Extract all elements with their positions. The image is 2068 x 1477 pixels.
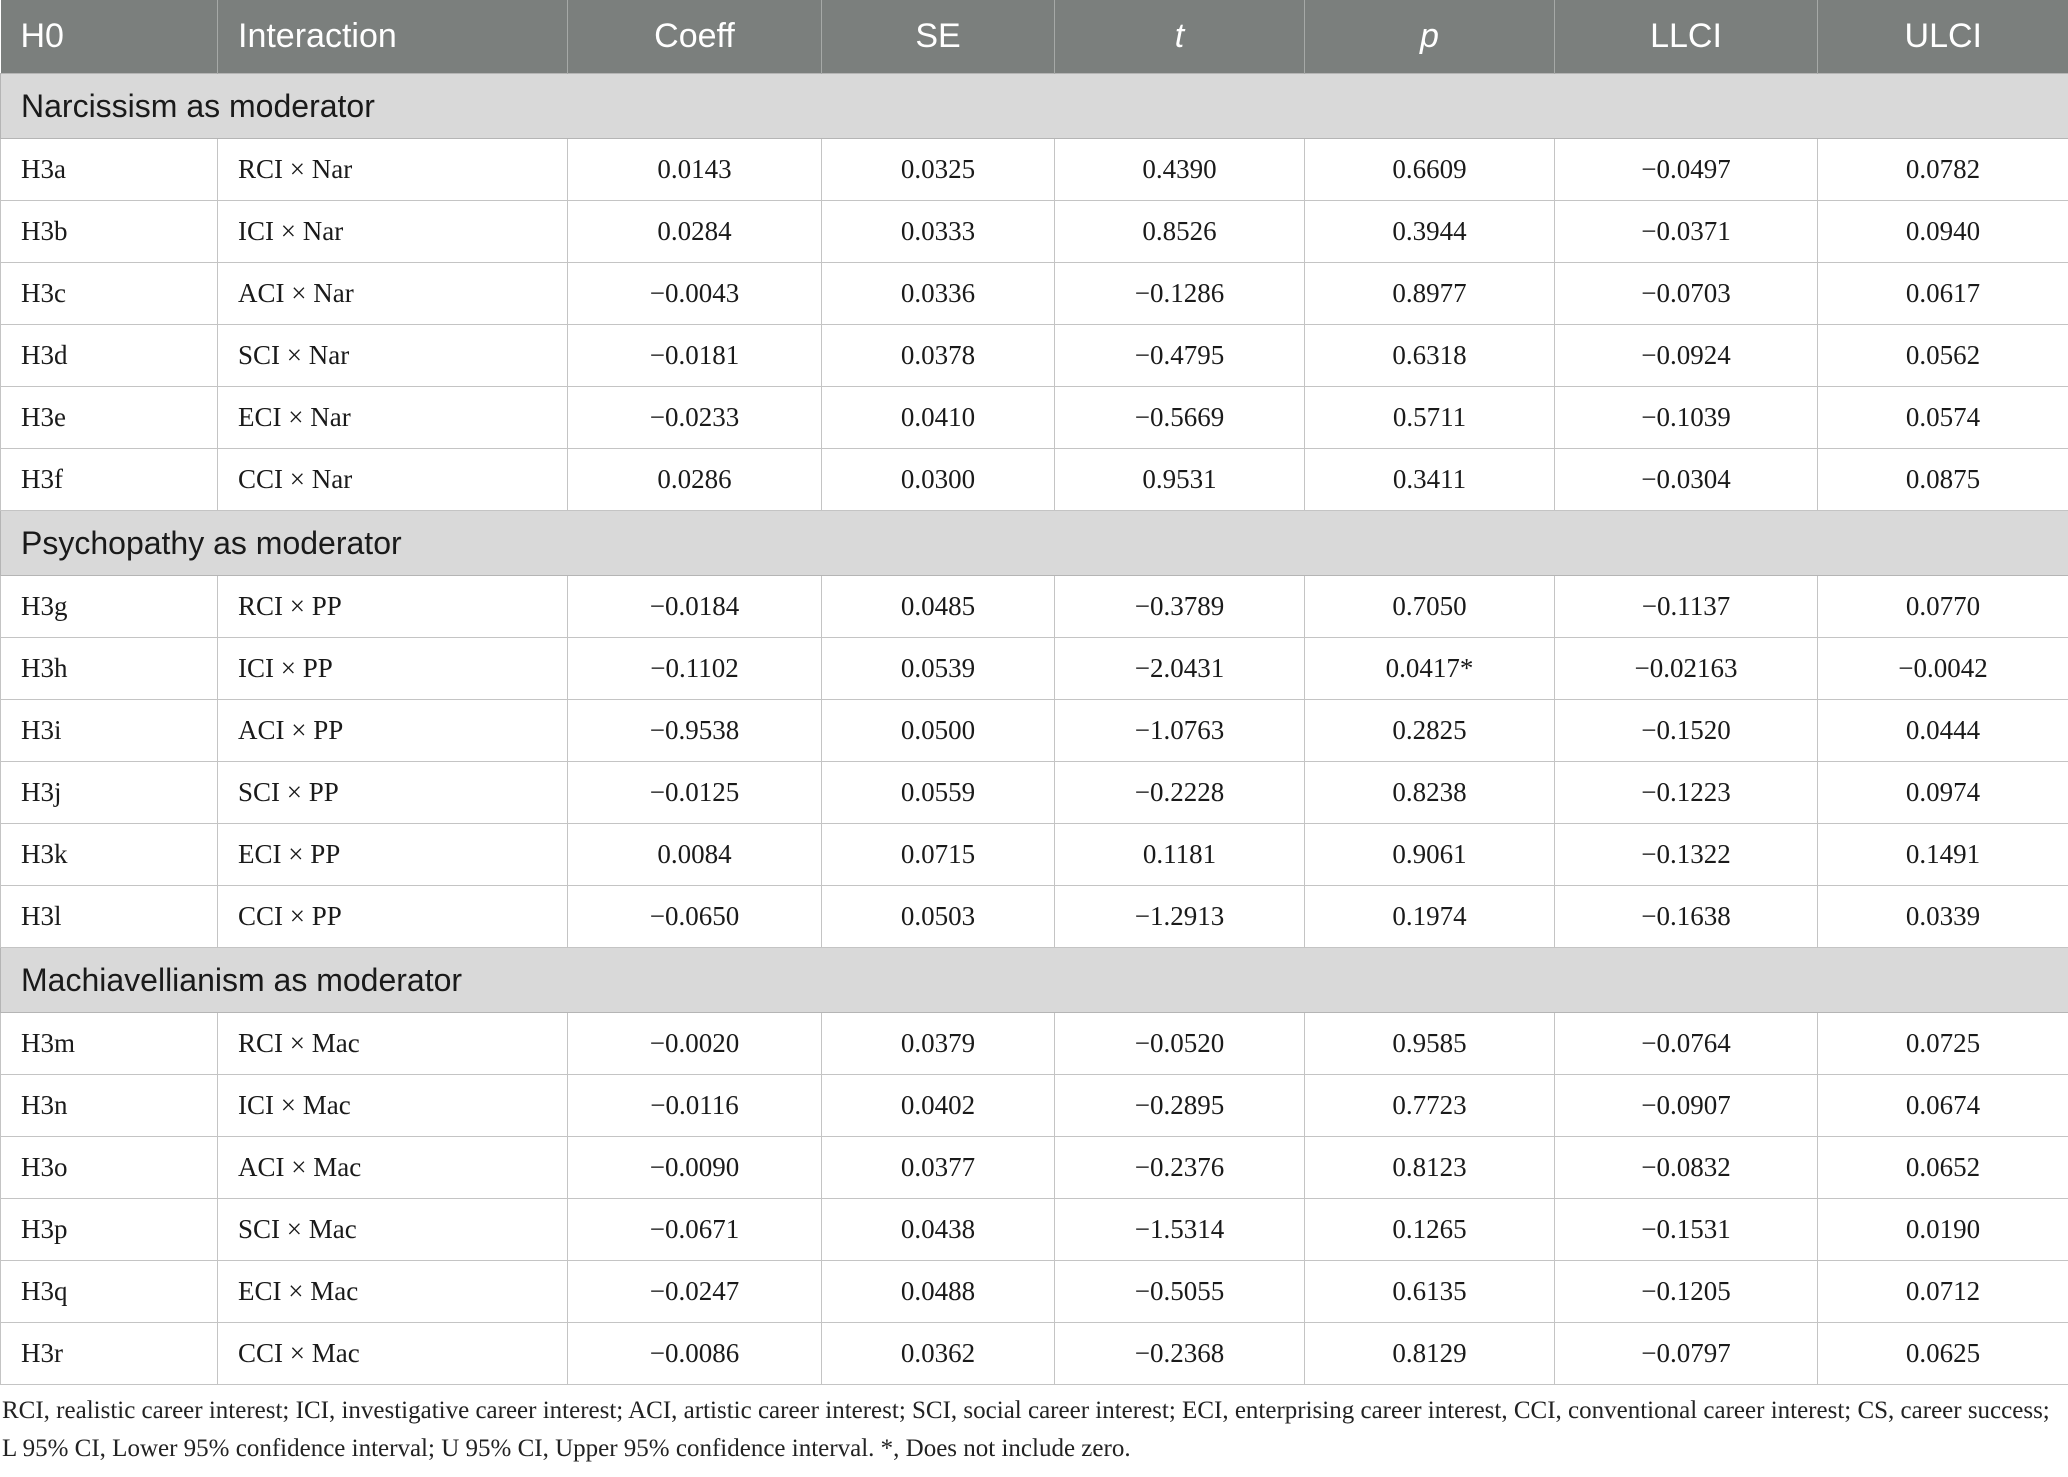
table-header [1,0,2068,74]
cell-ulci: 0.0652 [1818,1137,2068,1199]
cell-interaction: ICI × Nar [218,201,568,263]
table-row [1,449,2068,511]
cell-llci: −0.0304 [1555,449,1818,511]
cell-interaction: SCI × PP [218,762,568,824]
cell-t: −0.1286 [1055,263,1305,325]
cell-llci: −0.1322 [1555,824,1818,886]
table-row [1,1261,2068,1323]
cell-se: 0.0539 [822,638,1055,700]
cell-t: 0.1181 [1055,824,1305,886]
cell-se: 0.0438 [822,1199,1055,1261]
cell-se: 0.0715 [822,824,1055,886]
cell-interaction: CCI × Mac [218,1323,568,1385]
cell-ulci: 0.1491 [1818,824,2068,886]
cell-se: 0.0402 [822,1075,1055,1137]
table-row [1,201,2068,263]
cell-ulci: 0.0625 [1818,1323,2068,1385]
cell-interaction: ICI × PP [218,638,568,700]
table-row [1,886,2068,948]
table-row [1,824,2068,886]
table-row [1,1075,2068,1137]
cell-t: −1.2913 [1055,886,1305,948]
cell-se: 0.0336 [822,263,1055,325]
section-row [1,511,2068,576]
cell-h0: H3h [1,638,218,700]
cell-llci: −0.0371 [1555,201,1818,263]
cell-se: 0.0379 [822,1013,1055,1075]
cell-t: −0.0520 [1055,1013,1305,1075]
cell-llci: −0.0907 [1555,1075,1818,1137]
cell-h0: H3a [1,139,218,201]
header-interaction: Interaction [218,0,568,74]
cell-t: −0.4795 [1055,325,1305,387]
cell-p: 0.8129 [1305,1323,1555,1385]
cell-h0: H3n [1,1075,218,1137]
cell-t: 0.8526 [1055,201,1305,263]
cell-interaction: CCI × PP [218,886,568,948]
header-row [1,0,2068,74]
cell-llci: −0.1137 [1555,576,1818,638]
cell-se: 0.0333 [822,201,1055,263]
cell-t: −0.5669 [1055,387,1305,449]
cell-coeff: −0.0086 [568,1323,822,1385]
cell-t: −1.0763 [1055,700,1305,762]
cell-se: 0.0377 [822,1137,1055,1199]
cell-coeff: 0.0143 [568,139,822,201]
table-row [1,1199,2068,1261]
cell-interaction: CCI × Nar [218,449,568,511]
cell-llci: −0.1205 [1555,1261,1818,1323]
cell-h0: H3m [1,1013,218,1075]
cell-se: 0.0300 [822,449,1055,511]
cell-coeff: 0.0286 [568,449,822,511]
cell-t: −1.5314 [1055,1199,1305,1261]
cell-llci: −0.02163 [1555,638,1818,700]
cell-p: 0.5711 [1305,387,1555,449]
cell-se: 0.0488 [822,1261,1055,1323]
cell-se: 0.0485 [822,576,1055,638]
cell-p: 0.3944 [1305,201,1555,263]
cell-se: 0.0500 [822,700,1055,762]
cell-h0: H3k [1,824,218,886]
cell-h0: H3p [1,1199,218,1261]
cell-se: 0.0410 [822,387,1055,449]
cell-h0: H3j [1,762,218,824]
cell-se: 0.0325 [822,139,1055,201]
header-se: SE [822,0,1055,74]
cell-t: −0.2895 [1055,1075,1305,1137]
table-row [1,576,2068,638]
cell-llci: −0.0832 [1555,1137,1818,1199]
cell-p: 0.8238 [1305,762,1555,824]
cell-ulci: 0.0339 [1818,886,2068,948]
cell-interaction: SCI × Mac [218,1199,568,1261]
cell-ulci: 0.0940 [1818,201,2068,263]
cell-coeff: −0.0043 [568,263,822,325]
cell-llci: −0.0797 [1555,1323,1818,1385]
cell-p: 0.9061 [1305,824,1555,886]
cell-p: 0.6609 [1305,139,1555,201]
cell-ulci: 0.0674 [1818,1075,2068,1137]
cell-se: 0.0378 [822,325,1055,387]
cell-p: 0.0417* [1305,638,1555,700]
header-p: p [1305,0,1555,74]
cell-llci: −0.1223 [1555,762,1818,824]
cell-interaction: SCI × Nar [218,325,568,387]
cell-t: −0.2376 [1055,1137,1305,1199]
header-t: t [1055,0,1305,74]
cell-llci: −0.0924 [1555,325,1818,387]
table-row [1,1137,2068,1199]
cell-t: 0.9531 [1055,449,1305,511]
cell-p: 0.2825 [1305,700,1555,762]
cell-coeff: 0.0084 [568,824,822,886]
cell-llci: −0.1039 [1555,387,1818,449]
cell-coeff: −0.0184 [568,576,822,638]
cell-t: −0.2368 [1055,1323,1305,1385]
cell-coeff: −0.0233 [568,387,822,449]
table-row [1,638,2068,700]
section-row [1,74,2068,139]
cell-p: 0.7050 [1305,576,1555,638]
cell-llci: −0.1531 [1555,1199,1818,1261]
section-row [1,948,2068,1013]
cell-interaction: ECI × PP [218,824,568,886]
cell-interaction: RCI × Mac [218,1013,568,1075]
cell-coeff: 0.0284 [568,201,822,263]
cell-h0: H3b [1,201,218,263]
cell-se: 0.0362 [822,1323,1055,1385]
header-llci: LLCI [1555,0,1818,74]
cell-h0: H3r [1,1323,218,1385]
table-row [1,139,2068,201]
table-row [1,700,2068,762]
cell-h0: H3i [1,700,218,762]
cell-coeff: −0.0020 [568,1013,822,1075]
section-title: Machiavellianism as moderator [1,948,2068,1013]
cell-p: 0.1265 [1305,1199,1555,1261]
cell-t: −0.3789 [1055,576,1305,638]
cell-h0: H3c [1,263,218,325]
cell-t: 0.4390 [1055,139,1305,201]
cell-interaction: ACI × Nar [218,263,568,325]
cell-llci: −0.1638 [1555,886,1818,948]
cell-se: 0.0503 [822,886,1055,948]
table-row [1,325,2068,387]
cell-p: 0.1974 [1305,886,1555,948]
cell-p: 0.3411 [1305,449,1555,511]
cell-coeff: −0.9538 [568,700,822,762]
cell-h0: H3g [1,576,218,638]
cell-interaction: ACI × PP [218,700,568,762]
cell-ulci: 0.0444 [1818,700,2068,762]
cell-se: 0.0559 [822,762,1055,824]
cell-t: −0.2228 [1055,762,1305,824]
table-row [1,1013,2068,1075]
header-coeff: Coeff [568,0,822,74]
table-row [1,1323,2068,1385]
cell-llci: −0.0497 [1555,139,1818,201]
cell-interaction: ICI × Mac [218,1075,568,1137]
cell-ulci: 0.0712 [1818,1261,2068,1323]
cell-llci: −0.0764 [1555,1013,1818,1075]
cell-ulci: 0.0725 [1818,1013,2068,1075]
cell-h0: H3d [1,325,218,387]
cell-coeff: −0.0247 [568,1261,822,1323]
table-row [1,263,2068,325]
cell-h0: H3o [1,1137,218,1199]
cell-h0: H3e [1,387,218,449]
cell-interaction: RCI × Nar [218,139,568,201]
cell-ulci: 0.0875 [1818,449,2068,511]
cell-h0: H3f [1,449,218,511]
cell-coeff: −0.0181 [568,325,822,387]
cell-ulci: 0.0562 [1818,325,2068,387]
section-title: Narcissism as moderator [1,74,2068,139]
cell-p: 0.6135 [1305,1261,1555,1323]
cell-interaction: ECI × Mac [218,1261,568,1323]
cell-p: 0.8123 [1305,1137,1555,1199]
table-row [1,762,2068,824]
cell-interaction: ACI × Mac [218,1137,568,1199]
table-row [1,387,2068,449]
header-h0: H0 [1,0,218,74]
cell-ulci: 0.0782 [1818,139,2068,201]
table-body [1,74,2068,1385]
cell-coeff: −0.0125 [568,762,822,824]
cell-interaction: ECI × Nar [218,387,568,449]
cell-llci: −0.0703 [1555,263,1818,325]
cell-p: 0.7723 [1305,1075,1555,1137]
cell-p: 0.6318 [1305,325,1555,387]
cell-coeff: −0.1102 [568,638,822,700]
section-title: Psychopathy as moderator [1,511,2068,576]
cell-ulci: 0.0770 [1818,576,2068,638]
cell-t: −2.0431 [1055,638,1305,700]
cell-interaction: RCI × PP [218,576,568,638]
cell-ulci: 0.0190 [1818,1199,2068,1261]
cell-coeff: −0.0090 [568,1137,822,1199]
cell-p: 0.9585 [1305,1013,1555,1075]
header-ulci: ULCI [1818,0,2068,74]
cell-coeff: −0.0671 [568,1199,822,1261]
cell-ulci: 0.0617 [1818,263,2068,325]
cell-ulci: −0.0042 [1818,638,2068,700]
cell-p: 0.8977 [1305,263,1555,325]
cell-coeff: −0.0116 [568,1075,822,1137]
cell-h0: H3q [1,1261,218,1323]
cell-ulci: 0.0974 [1818,762,2068,824]
cell-ulci: 0.0574 [1818,387,2068,449]
cell-t: −0.5055 [1055,1261,1305,1323]
table-footnote: RCI, realistic career interest; ICI, investigative career interest; ACI, artistic career interest; SCI, social career interest; ECI, enterprising career interest, CCI, conventional career interest; CS, career success; L 95% CI, Lower 95% confidence interval; U 95% CI, Upper 95% confidence interval. *, Does not include zero. [2,1397,2050,1462]
cell-h0: H3l [1,886,218,948]
cell-coeff: −0.0650 [568,886,822,948]
cell-llci: −0.1520 [1555,700,1818,762]
